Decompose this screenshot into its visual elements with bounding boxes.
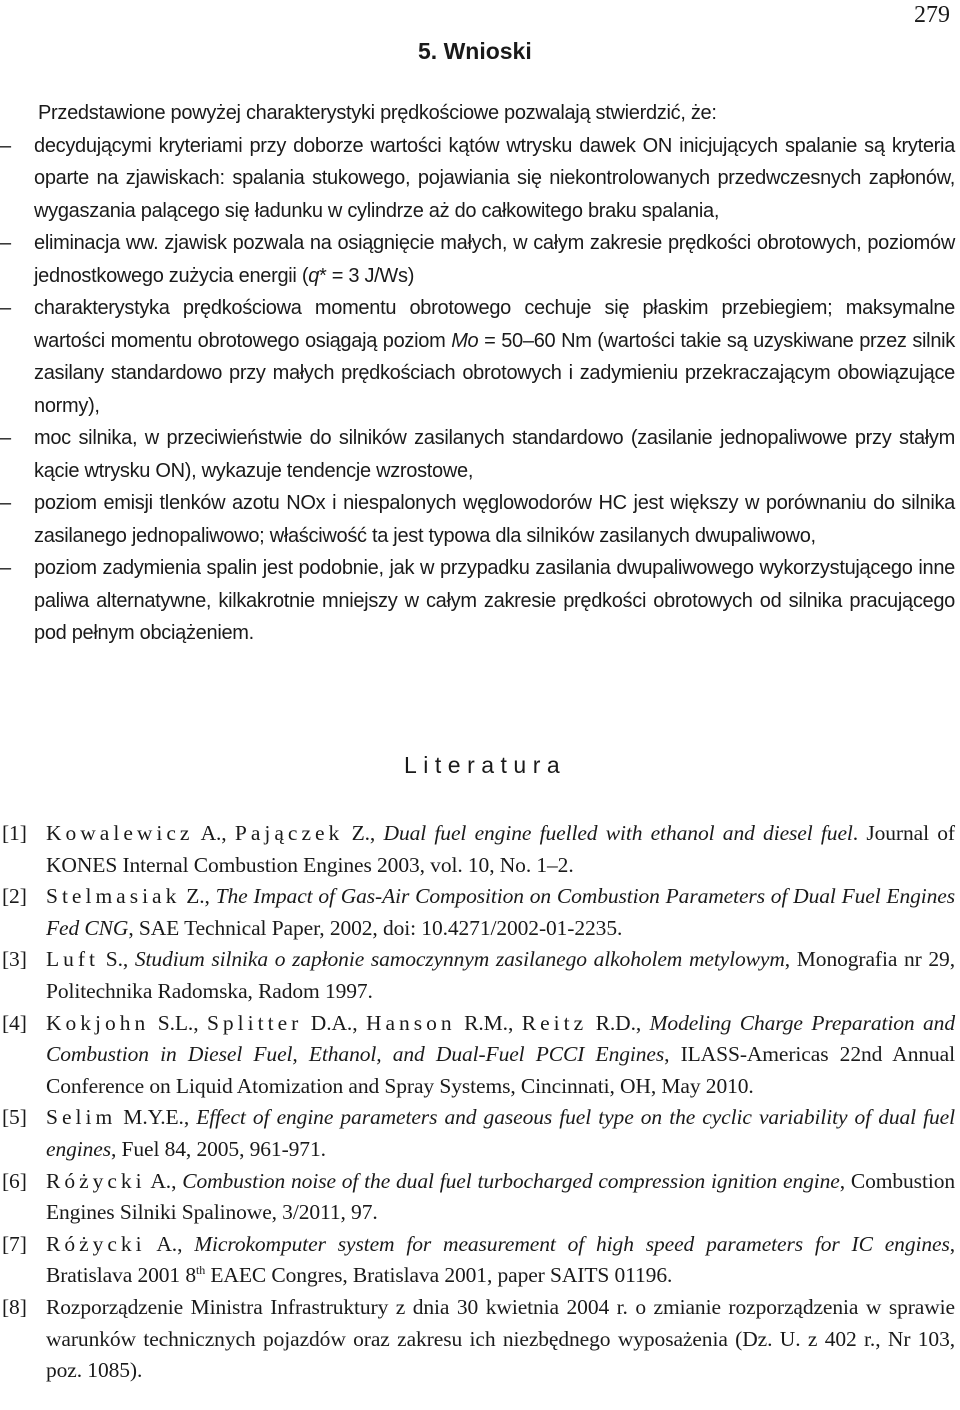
reference-details: , ILASS-Americas 22nd Annual Conference on Liquid Atomization and Spray Systems, Cincinnati, OH, May 2010. bbox=[46, 1042, 955, 1098]
reference-title: Modeling Charge Preparation and Combustion in Diesel Fuel, Ethanol, and Dual-Fuel PCCI Engines bbox=[46, 1010, 955, 1067]
reference-details: EAEC Congres, Bratislava 2001, paper SAITS 01196. bbox=[205, 1263, 673, 1288]
reference-title: The Impact of Gas-Air Composition on Combustion Parameters of Dual Fuel Engines Fed CNG bbox=[46, 884, 955, 940]
reference-item bbox=[0, 1008, 955, 1103]
list-item-text: moc silnika, w przeciwieństwie do silników zasilanych standardowo (zasilanie jednopaliwowe przy stałym kącie wtrysku ON), wykazuje tendencje wzrostowe, bbox=[34, 427, 955, 482]
symbol-q: q bbox=[308, 264, 320, 287]
list-item-text: charakterystyka prędkościowa momentu obrotowego cechuje się płaskim przebiegiem; maksymalne wartości momentu obrotowego osiągają poziom bbox=[34, 297, 955, 352]
list-item-text: poziom zadymienia spalin jest podobnie, jak w przypadku zasilania dwupaliwowego wykorzystującego inne paliwa alternatywne, kilkakrotnie mniejszy w całym zakresie prędkości obrotowych od silnika pracującego pod pełnym obciążeniem. bbox=[34, 557, 955, 644]
reference-details: , Monografia nr 29, Politechnika Radomska, Radom 1997. bbox=[46, 947, 955, 1003]
list-item-text: * = 3 J/Ws) bbox=[319, 264, 415, 287]
reference-title: Studium silnika o zapłonie samoczynnym zasilanego alkoholem metylowym bbox=[134, 947, 785, 972]
list-item-text: eliminacja ww. zjawisk pozwala na osiągnięcie małych, w całym zakresie prędkości obrotowych, poziomów jednostkowego zużycia energii ( bbox=[34, 232, 955, 287]
author-surname: Splitter bbox=[206, 1010, 303, 1035]
list-item-text: poziom emisji tlenków azotu NOx i niespalonych węglowodorów HC jest większy w porównaniu do silnika zasilanego jednopaliwowo; właściwość ta jest typowa dla silników zasilanych dwupaliwowo, bbox=[34, 492, 955, 547]
author-initials: Z. bbox=[180, 884, 205, 909]
list-item bbox=[0, 422, 955, 487]
reference-number: [2] bbox=[2, 884, 27, 909]
author-initials: S.L. bbox=[149, 1010, 194, 1035]
conclusions-body bbox=[0, 97, 955, 650]
author-separator: , bbox=[204, 884, 216, 909]
list-item bbox=[0, 130, 955, 228]
author-separator: , bbox=[193, 1010, 207, 1035]
reference-list bbox=[0, 818, 955, 1387]
section-title: 5. Wnioski bbox=[418, 38, 532, 64]
reference-item bbox=[0, 818, 955, 881]
author-surname: Luft bbox=[46, 947, 100, 972]
reference-title: Combustion noise of the dual fuel turbocharged compression ignition engine bbox=[182, 1168, 840, 1193]
intro-paragraph: Przedstawione powyżej charakterystyki prędkościowe pozwalają stwierdzić, że: bbox=[38, 102, 717, 124]
reference-title: Microkomputer system for measurement of high speed parameters for IC engines bbox=[194, 1231, 950, 1256]
author-separator: , bbox=[171, 1168, 183, 1193]
author-surname: Różycki bbox=[46, 1168, 146, 1193]
reference-number: [6] bbox=[2, 1168, 27, 1193]
reference-number: [8] bbox=[2, 1294, 27, 1319]
reference-item bbox=[0, 1102, 955, 1165]
conclusions-list bbox=[0, 130, 955, 650]
list-item-text: = 50–60 Nm (wartości takie są uzyskiwane przez silnik zasilany standardowo przy małych prędkościach obrotowych i zadymieniu przekraczającym obowiązujące normy), bbox=[34, 329, 955, 417]
author-surname: Kowalewicz bbox=[46, 821, 194, 845]
list-item bbox=[0, 292, 955, 422]
list-item bbox=[0, 227, 955, 292]
author-surname: Hanson bbox=[365, 1010, 456, 1035]
author-separator: , bbox=[352, 1010, 366, 1035]
author-initials: R.M. bbox=[455, 1010, 508, 1035]
symbol-mo: Mo bbox=[451, 329, 479, 352]
reference-number: [7] bbox=[2, 1231, 27, 1256]
author-surname: Pajączek bbox=[234, 821, 344, 845]
reference-details: , SAE Technical Paper, 2002, doi: 10.4271/2002-01-2235. bbox=[128, 915, 623, 940]
author-separator: , bbox=[635, 1010, 650, 1035]
reference-item bbox=[0, 1292, 955, 1387]
author-initials: R.D. bbox=[587, 1010, 636, 1035]
author-separator: , bbox=[507, 1010, 522, 1035]
list-item bbox=[0, 487, 955, 552]
author-initials: Z. bbox=[343, 821, 370, 845]
author-initials: A. bbox=[145, 1231, 178, 1256]
reference-item bbox=[0, 1166, 955, 1229]
author-initials: M.Y.E. bbox=[116, 1105, 184, 1130]
reference-number: [5] bbox=[2, 1105, 27, 1130]
author-separator: , bbox=[177, 1231, 195, 1256]
reference-text: Rozporządzenie Ministra Infrastruktury z dnia 30 kwietnia 2004 r. o zmianie rozporządzenia w sprawie warunków technicznych pojazdów oraz zakresu ich niezbędnego wyposażenia (Dz. U. z 402 r., Nr 103, poz. 1085). bbox=[46, 1294, 955, 1383]
reference-number: [4] bbox=[2, 1010, 27, 1035]
author-separator: , bbox=[369, 821, 384, 845]
ordinal-superscript: th bbox=[195, 1263, 206, 1278]
list-item-text: decydującymi kryteriami przy doborze wartości kątów wtrysku dawek ON inicjujących spalanie są kryteria oparte na zjawiskach: spalania stukowego, pojawiania się niekontrolowanych przedwczesnych zapłonów, wygaszania palącego się ładunku w cylindrze aż do całkowitego braku spalania, bbox=[34, 134, 955, 222]
literature-heading: Literatura bbox=[404, 752, 567, 778]
reference-title: Effect of engine parameters and gaseous fuel type on the cyclic variability of dual fuel engines bbox=[46, 1105, 955, 1161]
reference-title: Dual fuel engine fuelled with ethanol and diesel fuel bbox=[383, 821, 853, 845]
reference-number: [3] bbox=[2, 947, 27, 972]
author-initials: A. bbox=[193, 821, 222, 845]
reference-details: , Combustion Engines Silniki Spalinowe, 3/2011, 97. bbox=[46, 1168, 955, 1225]
author-surname: Stelmasiak bbox=[46, 884, 181, 909]
author-surname: Reitz bbox=[521, 1010, 588, 1035]
author-initials: D.A. bbox=[302, 1010, 353, 1035]
author-surname: Selim bbox=[46, 1105, 117, 1130]
reference-item bbox=[0, 1229, 955, 1292]
reference-item bbox=[0, 881, 955, 944]
list-item bbox=[0, 552, 955, 650]
reference-item bbox=[0, 944, 955, 1007]
author-separator: , bbox=[122, 947, 135, 972]
reference-number: [1] bbox=[2, 821, 27, 845]
author-initials: S. bbox=[99, 947, 123, 972]
author-initials: A. bbox=[145, 1168, 172, 1193]
reference-details: . Journal of KONES Internal Combustion Engines 2003, vol. 10, No. 1–2. bbox=[46, 821, 955, 877]
page-number: 279 bbox=[914, 2, 950, 28]
author-separator: , bbox=[183, 1105, 197, 1130]
author-surname: Kokjohn bbox=[46, 1010, 150, 1035]
reference-details: , Bratislava 2001 8 bbox=[46, 1231, 955, 1288]
author-separator: , bbox=[221, 821, 235, 845]
reference-details: , Fuel 84, 2005, 961-971. bbox=[110, 1136, 326, 1161]
author-surname: Różycki bbox=[46, 1231, 146, 1256]
